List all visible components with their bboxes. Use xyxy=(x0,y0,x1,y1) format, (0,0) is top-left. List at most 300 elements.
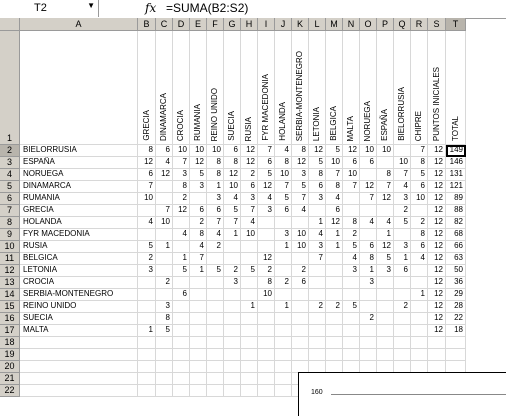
score-cell[interactable]: 12 xyxy=(428,313,446,325)
score-cell[interactable]: 6 xyxy=(326,205,343,217)
empty-cell[interactable] xyxy=(360,337,377,349)
score-cell[interactable] xyxy=(190,289,207,301)
empty-cell[interactable] xyxy=(207,385,224,397)
score-cell[interactable]: 10 xyxy=(292,229,309,241)
score-cell[interactable] xyxy=(411,277,428,289)
score-cell[interactable] xyxy=(394,145,411,157)
score-cell[interactable]: 7 xyxy=(258,145,275,157)
score-cell[interactable] xyxy=(394,229,411,241)
score-cell[interactable] xyxy=(377,277,394,289)
empty-cell[interactable] xyxy=(138,349,156,361)
score-cell[interactable] xyxy=(156,193,173,205)
score-cell[interactable]: 8 xyxy=(343,217,360,229)
score-cell[interactable]: 146 xyxy=(446,157,466,169)
score-cell[interactable]: 12 xyxy=(138,157,156,169)
score-cell[interactable]: 4 xyxy=(156,157,173,169)
score-cell[interactable] xyxy=(377,205,394,217)
score-cell[interactable] xyxy=(326,289,343,301)
score-cell[interactable]: 6 xyxy=(411,181,428,193)
column-header-r[interactable]: R xyxy=(411,18,428,31)
header-cell-h[interactable] xyxy=(241,31,258,145)
score-cell[interactable]: 6 xyxy=(309,181,326,193)
column-header-k[interactable]: K xyxy=(292,18,309,31)
score-cell[interactable] xyxy=(258,313,275,325)
empty-cell[interactable] xyxy=(394,349,411,361)
score-cell[interactable] xyxy=(343,205,360,217)
row-header-2[interactable]: 2 xyxy=(0,145,20,157)
score-cell[interactable]: 12 xyxy=(428,253,446,265)
header-cell-m[interactable] xyxy=(326,31,343,145)
score-cell[interactable]: 10 xyxy=(292,241,309,253)
score-cell[interactable] xyxy=(343,313,360,325)
empty-cell[interactable] xyxy=(173,361,190,373)
score-cell[interactable]: 2 xyxy=(326,301,343,313)
score-cell[interactable]: 8 xyxy=(360,253,377,265)
score-cell[interactable]: 10 xyxy=(190,145,207,157)
score-cell[interactable]: 12 xyxy=(428,217,446,229)
score-cell[interactable]: 12 xyxy=(428,289,446,301)
score-cell[interactable] xyxy=(258,229,275,241)
empty-cell[interactable] xyxy=(190,385,207,397)
name-box[interactable] xyxy=(0,0,99,17)
score-cell[interactable] xyxy=(292,313,309,325)
score-cell[interactable] xyxy=(224,241,241,253)
empty-cell[interactable] xyxy=(224,361,241,373)
empty-cell[interactable] xyxy=(258,349,275,361)
header-cell-e[interactable] xyxy=(190,31,207,145)
score-cell[interactable]: 1 xyxy=(190,265,207,277)
score-cell[interactable]: 12 xyxy=(428,145,446,157)
empty-cell[interactable] xyxy=(292,337,309,349)
empty-cell[interactable] xyxy=(138,337,156,349)
score-cell[interactable]: 6 xyxy=(207,205,224,217)
score-cell[interactable]: 3 xyxy=(156,301,173,313)
score-cell[interactable]: 5 xyxy=(224,205,241,217)
score-cell[interactable]: 3 xyxy=(241,193,258,205)
score-cell[interactable]: 2 xyxy=(138,253,156,265)
score-cell[interactable] xyxy=(138,289,156,301)
score-cell[interactable] xyxy=(190,325,207,337)
score-cell[interactable]: 5 xyxy=(241,265,258,277)
row-header-15[interactable]: 15 xyxy=(0,301,20,313)
score-cell[interactable] xyxy=(326,277,343,289)
score-cell[interactable] xyxy=(156,289,173,301)
score-cell[interactable]: 3 xyxy=(207,193,224,205)
score-cell[interactable]: 4 xyxy=(360,217,377,229)
score-cell[interactable] xyxy=(190,193,207,205)
score-cell[interactable]: 12 xyxy=(428,181,446,193)
score-cell[interactable]: 7 xyxy=(394,169,411,181)
row-header-14[interactable]: 14 xyxy=(0,289,20,301)
country-name-cell[interactable]: BIELORRUSIA xyxy=(20,145,138,157)
score-cell[interactable]: 4 xyxy=(207,229,224,241)
empty-cell[interactable] xyxy=(343,349,360,361)
score-cell[interactable]: 1 xyxy=(411,289,428,301)
row-header-17[interactable]: 17 xyxy=(0,325,20,337)
score-cell[interactable] xyxy=(275,325,292,337)
column-header-g[interactable]: G xyxy=(224,18,241,31)
column-header-m[interactable]: M xyxy=(326,18,343,31)
score-cell[interactable] xyxy=(224,301,241,313)
row-header-11[interactable]: 11 xyxy=(0,253,20,265)
score-cell[interactable]: 10 xyxy=(275,169,292,181)
score-cell[interactable]: 1 xyxy=(138,325,156,337)
score-cell[interactable]: 36 xyxy=(446,277,466,289)
score-cell[interactable]: 6 xyxy=(190,205,207,217)
country-name-cell[interactable]: NORUEGA xyxy=(20,169,138,181)
score-cell[interactable]: 8 xyxy=(224,157,241,169)
score-cell[interactable] xyxy=(292,217,309,229)
score-cell[interactable]: 7 xyxy=(190,253,207,265)
empty-cell[interactable] xyxy=(309,337,326,349)
score-cell[interactable]: 1 xyxy=(156,241,173,253)
score-cell[interactable]: 12 xyxy=(258,181,275,193)
score-cell[interactable]: 1 xyxy=(207,181,224,193)
score-cell[interactable]: 8 xyxy=(377,169,394,181)
score-cell[interactable] xyxy=(394,277,411,289)
score-cell[interactable]: 66 xyxy=(446,241,466,253)
score-cell[interactable] xyxy=(173,313,190,325)
select-all-corner[interactable] xyxy=(0,18,20,31)
score-cell[interactable]: 4 xyxy=(275,145,292,157)
score-cell[interactable]: 2 xyxy=(309,301,326,313)
score-cell[interactable] xyxy=(224,313,241,325)
header-cell-t[interactable] xyxy=(446,31,466,145)
score-cell[interactable]: 12 xyxy=(428,277,446,289)
score-cell[interactable]: 7 xyxy=(377,181,394,193)
score-cell[interactable]: 6 xyxy=(394,265,411,277)
score-cell[interactable]: 3 xyxy=(309,193,326,205)
empty-cell[interactable] xyxy=(292,349,309,361)
row-header-7[interactable]: 7 xyxy=(0,205,20,217)
score-cell[interactable]: 10 xyxy=(138,193,156,205)
score-cell[interactable]: 18 xyxy=(446,325,466,337)
score-cell[interactable]: 8 xyxy=(326,181,343,193)
score-cell[interactable]: 8 xyxy=(207,157,224,169)
score-cell[interactable] xyxy=(258,217,275,229)
empty-cell[interactable] xyxy=(224,385,241,397)
score-cell[interactable] xyxy=(360,289,377,301)
row-header-9[interactable]: 9 xyxy=(0,229,20,241)
score-cell[interactable]: 3 xyxy=(190,181,207,193)
score-cell[interactable]: 12 xyxy=(292,157,309,169)
score-cell[interactable]: 6 xyxy=(258,157,275,169)
score-cell[interactable] xyxy=(309,313,326,325)
country-name-cell[interactable]: LETONIA xyxy=(20,265,138,277)
score-cell[interactable] xyxy=(411,265,428,277)
score-cell[interactable]: 5 xyxy=(377,253,394,265)
empty-cell[interactable] xyxy=(275,349,292,361)
row-header-16[interactable]: 16 xyxy=(0,313,20,325)
score-cell[interactable]: 5 xyxy=(275,193,292,205)
column-header-l[interactable]: L xyxy=(309,18,326,31)
score-cell[interactable]: 12 xyxy=(343,145,360,157)
score-cell[interactable]: 12 xyxy=(360,181,377,193)
score-cell[interactable] xyxy=(241,241,258,253)
score-cell[interactable]: 7 xyxy=(207,217,224,229)
score-cell[interactable] xyxy=(190,301,207,313)
score-cell[interactable]: 5 xyxy=(173,265,190,277)
empty-cell[interactable] xyxy=(446,337,466,349)
empty-cell[interactable] xyxy=(241,361,258,373)
header-cell-c[interactable] xyxy=(156,31,173,145)
score-cell[interactable]: 1 xyxy=(326,229,343,241)
score-cell[interactable]: 6 xyxy=(173,289,190,301)
header-cell-b[interactable] xyxy=(138,31,156,145)
score-cell[interactable] xyxy=(309,325,326,337)
score-cell[interactable] xyxy=(394,289,411,301)
column-header-e[interactable]: E xyxy=(190,18,207,31)
score-cell[interactable]: 3 xyxy=(224,277,241,289)
score-cell[interactable] xyxy=(411,301,428,313)
empty-cell[interactable] xyxy=(241,385,258,397)
score-cell[interactable]: 1 xyxy=(394,253,411,265)
score-cell[interactable]: 1 xyxy=(309,217,326,229)
column-header-j[interactable]: J xyxy=(275,18,292,31)
score-cell[interactable]: 7 xyxy=(309,253,326,265)
empty-cell[interactable] xyxy=(190,337,207,349)
function-icon[interactable]: fx xyxy=(145,1,157,15)
score-cell[interactable] xyxy=(207,289,224,301)
score-cell[interactable]: 12 xyxy=(309,145,326,157)
score-cell[interactable]: 7 xyxy=(360,193,377,205)
score-cell[interactable]: 1 xyxy=(360,265,377,277)
score-cell[interactable] xyxy=(224,289,241,301)
score-cell[interactable]: 6 xyxy=(156,145,173,157)
score-cell[interactable]: 68 xyxy=(446,229,466,241)
score-cell[interactable]: 10 xyxy=(377,145,394,157)
empty-cell[interactable] xyxy=(241,373,258,385)
column-header-q[interactable]: Q xyxy=(394,18,411,31)
score-cell[interactable]: 1 xyxy=(275,301,292,313)
empty-cell[interactable] xyxy=(20,385,138,397)
score-cell[interactable]: 10 xyxy=(411,193,428,205)
score-cell[interactable] xyxy=(275,253,292,265)
score-cell[interactable]: 2 xyxy=(275,277,292,289)
empty-cell[interactable] xyxy=(360,349,377,361)
score-cell[interactable]: 8 xyxy=(411,157,428,169)
score-cell[interactable]: 5 xyxy=(411,169,428,181)
score-cell[interactable]: 7 xyxy=(326,169,343,181)
row-header-20[interactable]: 20 xyxy=(0,361,20,373)
embedded-chart[interactable] xyxy=(298,372,506,416)
score-cell[interactable] xyxy=(241,313,258,325)
score-cell[interactable] xyxy=(292,325,309,337)
score-cell[interactable]: 5 xyxy=(309,157,326,169)
score-cell[interactable]: 12 xyxy=(428,205,446,217)
score-cell[interactable]: 12 xyxy=(224,169,241,181)
header-cell-d[interactable] xyxy=(173,31,190,145)
score-cell[interactable] xyxy=(411,313,428,325)
score-cell[interactable]: 82 xyxy=(446,217,466,229)
score-cell[interactable]: 12 xyxy=(377,193,394,205)
score-cell[interactable]: 5 xyxy=(394,217,411,229)
empty-cell[interactable] xyxy=(241,349,258,361)
score-cell[interactable] xyxy=(173,325,190,337)
empty-cell[interactable] xyxy=(258,373,275,385)
header-cell-s[interactable] xyxy=(428,31,446,145)
score-cell[interactable] xyxy=(190,313,207,325)
empty-cell[interactable] xyxy=(275,373,292,385)
empty-cell[interactable] xyxy=(156,349,173,361)
score-cell[interactable] xyxy=(173,301,190,313)
score-cell[interactable]: 88 xyxy=(446,205,466,217)
empty-cell[interactable] xyxy=(411,337,428,349)
empty-cell[interactable] xyxy=(446,349,466,361)
column-header-f[interactable]: F xyxy=(207,18,224,31)
score-cell[interactable] xyxy=(241,325,258,337)
score-cell[interactable]: 6 xyxy=(360,157,377,169)
score-cell[interactable]: 50 xyxy=(446,265,466,277)
score-cell[interactable] xyxy=(173,277,190,289)
score-cell[interactable]: 3 xyxy=(343,265,360,277)
score-cell[interactable]: 4 xyxy=(326,193,343,205)
score-cell[interactable] xyxy=(360,325,377,337)
score-cell[interactable]: 12 xyxy=(190,157,207,169)
score-cell[interactable]: 12 xyxy=(428,241,446,253)
row-header-6[interactable]: 6 xyxy=(0,193,20,205)
row-header-10[interactable]: 10 xyxy=(0,241,20,253)
score-cell[interactable]: 2 xyxy=(360,313,377,325)
country-name-cell[interactable]: RUMANIA xyxy=(20,193,138,205)
row-header-1[interactable]: 1 xyxy=(0,31,20,145)
score-cell[interactable] xyxy=(292,289,309,301)
country-name-cell[interactable]: BELGICA xyxy=(20,253,138,265)
score-cell[interactable]: 12 xyxy=(258,253,275,265)
score-cell[interactable]: 4 xyxy=(190,241,207,253)
empty-cell[interactable] xyxy=(20,361,138,373)
score-cell[interactable]: 3 xyxy=(394,241,411,253)
empty-cell[interactable] xyxy=(377,337,394,349)
score-cell[interactable]: 10 xyxy=(326,157,343,169)
country-name-cell[interactable]: REINO UNIDO xyxy=(20,301,138,313)
score-cell[interactable]: 29 xyxy=(446,289,466,301)
score-cell[interactable] xyxy=(326,253,343,265)
country-name-cell[interactable]: ESPAÑA xyxy=(20,157,138,169)
empty-cell[interactable] xyxy=(173,337,190,349)
empty-cell[interactable] xyxy=(241,337,258,349)
score-cell[interactable]: 2 xyxy=(173,193,190,205)
empty-cell[interactable] xyxy=(207,361,224,373)
column-header-i[interactable]: I xyxy=(258,18,275,31)
empty-cell[interactable] xyxy=(275,361,292,373)
score-cell[interactable] xyxy=(309,205,326,217)
score-cell[interactable]: 8 xyxy=(207,169,224,181)
header-cell-l[interactable] xyxy=(309,31,326,145)
score-cell[interactable]: 2 xyxy=(411,217,428,229)
score-cell[interactable] xyxy=(292,301,309,313)
score-cell[interactable] xyxy=(394,313,411,325)
header-cell-j[interactable] xyxy=(275,31,292,145)
score-cell[interactable]: 6 xyxy=(275,205,292,217)
score-cell[interactable] xyxy=(241,253,258,265)
score-cell[interactable]: 5 xyxy=(138,241,156,253)
score-cell[interactable]: 5 xyxy=(190,169,207,181)
score-cell[interactable]: 12 xyxy=(241,145,258,157)
score-cell[interactable]: 3 xyxy=(377,265,394,277)
empty-cell[interactable] xyxy=(428,349,446,361)
score-cell[interactable]: 1 xyxy=(241,301,258,313)
column-header-d[interactable]: D xyxy=(173,18,190,31)
score-cell[interactable]: 6 xyxy=(224,145,241,157)
country-name-cell[interactable]: SERBIA-MONTENEGRO xyxy=(20,289,138,301)
empty-cell[interactable] xyxy=(190,349,207,361)
empty-cell[interactable] xyxy=(258,385,275,397)
column-header-t[interactable]: T xyxy=(446,18,466,31)
score-cell[interactable]: 2 xyxy=(292,265,309,277)
score-cell[interactable]: 5 xyxy=(292,181,309,193)
score-cell[interactable]: 2 xyxy=(258,265,275,277)
score-cell[interactable] xyxy=(156,253,173,265)
score-cell[interactable]: 5 xyxy=(156,325,173,337)
score-cell[interactable]: 6 xyxy=(138,169,156,181)
header-cell-i[interactable] xyxy=(258,31,275,145)
score-cell[interactable]: 4 xyxy=(292,205,309,217)
header-cell-n[interactable] xyxy=(343,31,360,145)
row-header-3[interactable]: 3 xyxy=(0,157,20,169)
empty-cell[interactable] xyxy=(275,337,292,349)
selected-cell[interactable]: 149 xyxy=(446,145,466,157)
score-cell[interactable]: 2 xyxy=(343,229,360,241)
empty-cell[interactable] xyxy=(258,337,275,349)
score-cell[interactable]: 4 xyxy=(224,193,241,205)
score-cell[interactable] xyxy=(326,313,343,325)
column-header-o[interactable]: O xyxy=(360,18,377,31)
score-cell[interactable]: 1 xyxy=(224,229,241,241)
score-cell[interactable]: 2 xyxy=(156,277,173,289)
score-cell[interactable]: 10 xyxy=(224,181,241,193)
empty-cell[interactable] xyxy=(207,373,224,385)
score-cell[interactable] xyxy=(360,205,377,217)
score-cell[interactable]: 7 xyxy=(275,181,292,193)
score-cell[interactable]: 12 xyxy=(428,193,446,205)
score-cell[interactable]: 12 xyxy=(428,301,446,313)
empty-cell[interactable] xyxy=(428,337,446,349)
score-cell[interactable] xyxy=(394,325,411,337)
score-cell[interactable] xyxy=(224,253,241,265)
empty-cell[interactable] xyxy=(190,373,207,385)
score-cell[interactable] xyxy=(190,277,207,289)
score-cell[interactable] xyxy=(377,313,394,325)
score-cell[interactable]: 10 xyxy=(207,145,224,157)
empty-cell[interactable] xyxy=(156,385,173,397)
score-cell[interactable] xyxy=(309,277,326,289)
empty-cell[interactable] xyxy=(156,361,173,373)
country-name-cell[interactable]: CROCIA xyxy=(20,277,138,289)
score-cell[interactable]: 5 xyxy=(343,241,360,253)
score-cell[interactable]: 1 xyxy=(275,241,292,253)
score-cell[interactable] xyxy=(343,289,360,301)
header-cell-k[interactable] xyxy=(292,31,309,145)
empty-cell[interactable] xyxy=(190,361,207,373)
score-cell[interactable] xyxy=(207,253,224,265)
score-cell[interactable] xyxy=(138,301,156,313)
score-cell[interactable]: 6 xyxy=(360,241,377,253)
score-cell[interactable]: 12 xyxy=(173,205,190,217)
empty-cell[interactable] xyxy=(275,385,292,397)
score-cell[interactable]: 3 xyxy=(394,193,411,205)
empty-cell[interactable] xyxy=(20,349,138,361)
score-cell[interactable]: 2 xyxy=(394,205,411,217)
score-cell[interactable] xyxy=(275,313,292,325)
row-header-4[interactable]: 4 xyxy=(0,169,20,181)
score-cell[interactable]: 7 xyxy=(173,157,190,169)
score-cell[interactable] xyxy=(258,301,275,313)
empty-cell[interactable] xyxy=(326,337,343,349)
chevron-down-icon[interactable]: ▼ xyxy=(87,1,95,10)
column-header-n[interactable]: N xyxy=(343,18,360,31)
score-cell[interactable]: 12 xyxy=(428,325,446,337)
